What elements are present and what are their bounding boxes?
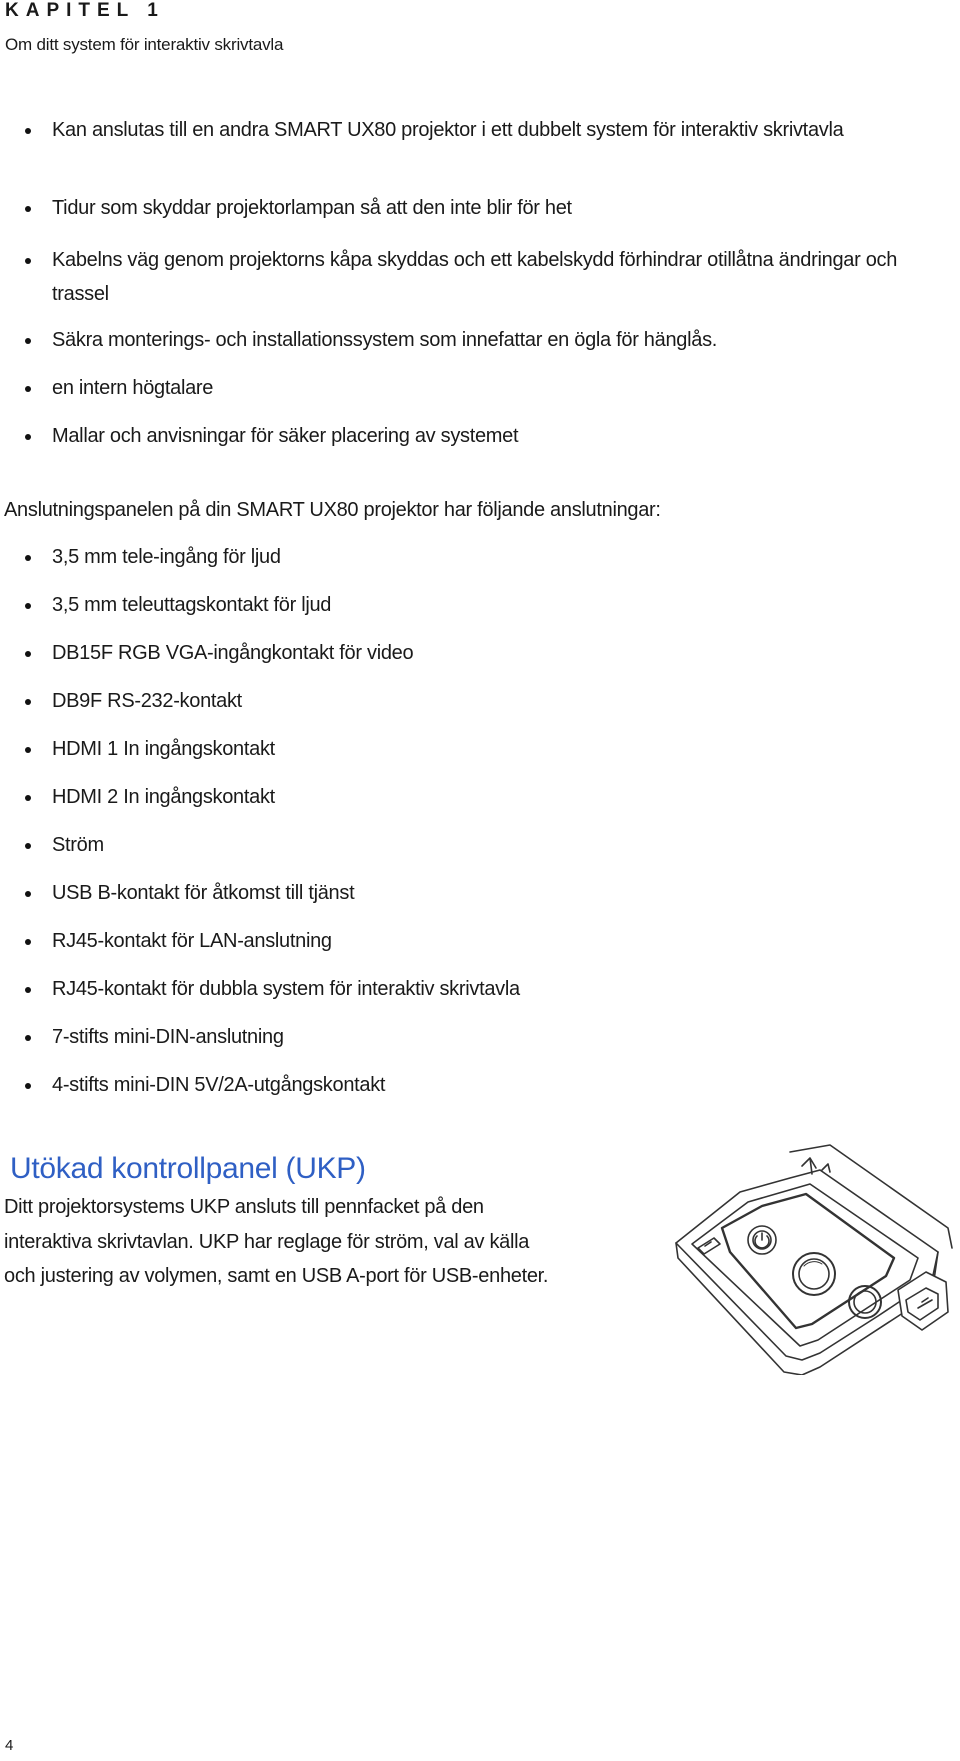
list-item [0, 371, 900, 405]
list-item [0, 191, 900, 225]
list-item [0, 243, 900, 311]
bullet-icon [25, 795, 31, 801]
list-item-text: USB B-kontakt för åtkomst till tjänst [52, 882, 355, 904]
chapter-label: KAPITEL 1 [5, 0, 165, 21]
list-item [0, 113, 900, 181]
bullet-icon [25, 987, 31, 993]
ukp-description [4, 1190, 644, 1294]
list-item [0, 588, 900, 622]
ukp-description-line: interaktiva skrivtavlan. UKP har reglage för ström, val av källa [4, 1230, 530, 1253]
list-item [0, 1068, 900, 1102]
ukp-description-line: och justering av volymen, samt en USB A-port för USB-enheter. [4, 1265, 549, 1287]
feature-list [0, 113, 900, 453]
list-item-text: Kabelns väg genom projektorns kåpa skyddas och ett kabelskydd förhindrar otillåtna ändringar och trassel [52, 249, 898, 305]
control-panel-illustration [670, 1140, 960, 1375]
bullet-icon [25, 1083, 31, 1089]
bullet-icon [25, 386, 31, 392]
list-item-text: Tidur som skyddar projektorlampan så att den inte blir för het [52, 197, 572, 219]
bullet-icon [25, 603, 31, 609]
list-item [0, 1020, 900, 1054]
bullet-icon [25, 338, 31, 344]
bullet-icon [25, 206, 31, 212]
list-item [0, 780, 900, 814]
list-item [0, 684, 900, 718]
bullet-icon [25, 843, 31, 849]
list-item-text: Kan anslutas till en andra SMART UX80 projektor i ett dubbelt system för interaktiv skrivtavla [52, 119, 844, 141]
list-item-text: 3,5 mm tele-ingång för ljud [52, 546, 281, 568]
list-item-text: 3,5 mm teleuttagskontakt för ljud [52, 594, 332, 616]
bullet-icon [25, 891, 31, 897]
bullet-icon [25, 699, 31, 705]
list-item [0, 419, 900, 453]
connection-list [0, 540, 900, 1102]
bullet-icon [25, 555, 31, 561]
list-item-text: en intern högtalare [52, 377, 214, 399]
list-item-text: RJ45-kontakt för LAN-anslutning [52, 930, 332, 952]
bullet-icon [25, 939, 31, 945]
list-item [0, 876, 900, 910]
bullet-icon [25, 1035, 31, 1041]
list-item [0, 636, 900, 670]
list-item-text: DB9F RS-232-kontakt [52, 690, 242, 712]
list-item-text: Mallar och anvisningar för säker placering av systemet [52, 425, 519, 447]
bullet-icon [25, 128, 31, 134]
list-item [0, 924, 900, 958]
list-item-text: HDMI 1 In ingångskontakt [52, 738, 275, 760]
connections-intro: Anslutningspanelen på din SMART UX80 projektor har följande anslutningar: [4, 499, 661, 521]
bullet-icon [25, 258, 31, 264]
list-item-text: HDMI 2 In ingångskontakt [52, 786, 275, 808]
list-item-text: 7-stifts mini-DIN-anslutning [52, 1026, 284, 1048]
ukp-description-line: Ditt projektorsystems UKP ansluts till pennfacket på den [4, 1196, 484, 1218]
list-item-text: RJ45-kontakt för dubbla system för interaktiv skrivtavla [52, 978, 520, 1000]
list-item-text: Säkra monterings- och installationssystem som innefattar en ögla för hänglås. [52, 329, 718, 351]
list-item [0, 732, 900, 766]
list-item [0, 540, 900, 574]
list-item [0, 828, 900, 862]
list-item-text: Ström [52, 834, 104, 856]
section-title: Utökad kontrollpanel (UKP) [10, 1152, 366, 1185]
list-item-text: DB15F RGB VGA-ingångkontakt för video [52, 642, 414, 664]
list-item [0, 972, 900, 1006]
list-item-text: 4-stifts mini-DIN 5V/2A-utgångskontakt [52, 1074, 386, 1096]
list-item [0, 323, 900, 357]
page-number: 4 [5, 1737, 14, 1754]
bullet-icon [25, 434, 31, 440]
bullet-icon [25, 651, 31, 657]
chapter-subtitle: Om ditt system för interaktiv skrivtavla [5, 35, 284, 54]
bullet-icon [25, 747, 31, 753]
